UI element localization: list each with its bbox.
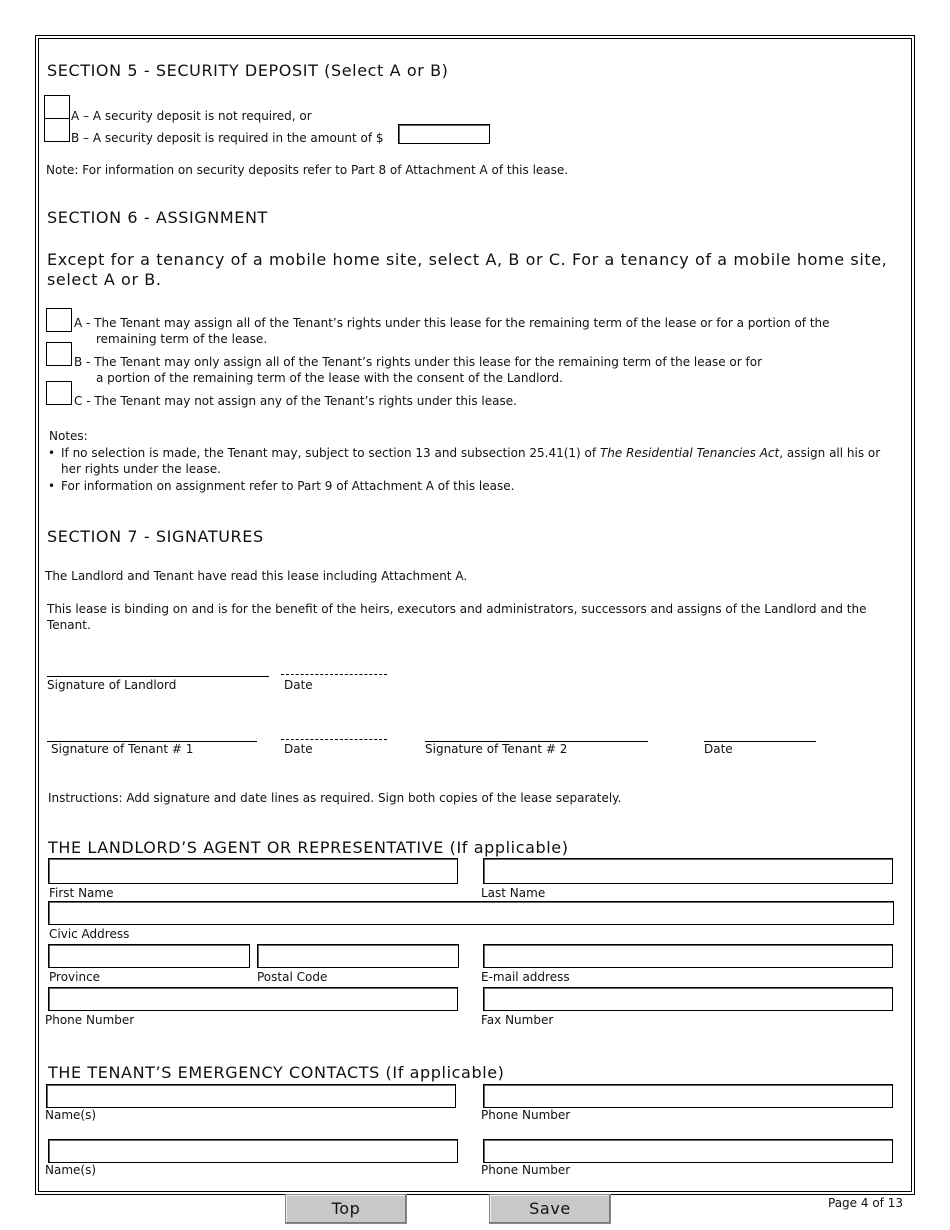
signature-instructions: Instructions: Add signature and date lines as required. Sign both copies of the lease separately.	[48, 791, 622, 805]
agent-province-label: Province	[49, 970, 101, 984]
deposit-option-a-checkbox[interactable]	[44, 95, 70, 119]
deposit-option-a-label: A – A security deposit is not required, or	[71, 109, 312, 123]
agent-first-name-label: First Name	[49, 886, 114, 900]
assign-option-c-label: C - The Tenant may not assign any of the Tenant’s rights under this lease.	[74, 394, 517, 408]
agent-first-name-input[interactable]	[48, 858, 458, 884]
save-button[interactable]: Save	[489, 1194, 611, 1224]
page-number: Page 4 of 13	[828, 1196, 903, 1210]
deposit-option-b-label: B – A security deposit is required in the amount of $	[71, 131, 384, 145]
deposit-amount-input[interactable]	[398, 124, 490, 144]
agent-email-input[interactable]	[483, 944, 893, 968]
tenant1-date-line[interactable]	[281, 739, 387, 740]
section7-para1: The Landlord and Tenant have read this lease including Attachment A.	[45, 569, 468, 583]
agent-civic-address-label: Civic Address	[49, 927, 130, 941]
landlord-date-label: Date	[284, 678, 313, 692]
note-1-line2: her rights under the lease.	[61, 462, 221, 476]
emergency-name-2-input[interactable]	[48, 1139, 458, 1163]
top-button[interactable]: Top	[285, 1194, 407, 1224]
tenant2-date-label: Date	[704, 742, 733, 756]
assign-option-a-line1: A - The Tenant may assign all of the Tenant’s rights under this lease for the remaining term of the lease or for a portion of the	[74, 316, 830, 330]
tenant1-signature-label: Signature of Tenant # 1	[51, 742, 194, 756]
emergency-name-2-label: Name(s)	[45, 1163, 97, 1177]
landlord-signature-label: Signature of Landlord	[47, 678, 177, 692]
landlord-date-line[interactable]	[281, 674, 387, 675]
emergency-title: THE TENANT’S EMERGENCY CONTACTS (If applicable)	[48, 1063, 505, 1082]
agent-fax-input[interactable]	[483, 987, 893, 1011]
assign-option-a-line2: remaining term of the lease.	[96, 332, 268, 346]
agent-last-name-input[interactable]	[483, 858, 893, 884]
note-1-act: The Residential Tenancies Act	[599, 446, 780, 460]
section7-para2: This lease is binding on and is for the benefit of the heirs, executors and administrators, successors and assigns of the Landlord and the Tenant.	[47, 602, 867, 632]
section6-title: SECTION 6 - ASSIGNMENT	[47, 208, 268, 227]
note-1-post: , assign all his or	[779, 446, 881, 460]
note-1-pre: If no selection is made, the Tenant may, subject to section 13 and subsection 25.41(1) of	[61, 446, 600, 460]
emergency-name-1-label: Name(s)	[45, 1108, 97, 1122]
deposit-option-b-checkbox[interactable]	[44, 118, 70, 142]
assign-option-b-checkbox[interactable]	[46, 342, 72, 366]
section5-note: Note: For information on security deposits refer to Part 8 of Attachment A of this lease.	[46, 163, 569, 177]
agent-phone-label: Phone Number	[45, 1013, 135, 1027]
emergency-name-1-input[interactable]	[46, 1084, 456, 1108]
notes-label: Notes:	[49, 429, 88, 443]
landlord-signature-line[interactable]	[47, 676, 269, 677]
agent-postal-code-label: Postal Code	[257, 970, 328, 984]
agent-fax-label: Fax Number	[481, 1013, 554, 1027]
section5-title: SECTION 5 - SECURITY DEPOSIT (Select A or B)	[47, 61, 449, 80]
assign-option-a-checkbox[interactable]	[46, 308, 72, 332]
agent-province-input[interactable]	[48, 944, 250, 968]
agent-postal-code-input[interactable]	[257, 944, 459, 968]
agent-email-label: E-mail address	[481, 970, 570, 984]
assign-option-b-line1: B - The Tenant may only assign all of the Tenant’s rights under this lease for the remaining term of the lease or for	[74, 355, 763, 369]
emergency-phone-2-label: Phone Number	[481, 1163, 571, 1177]
agent-civic-address-input[interactable]	[48, 901, 894, 925]
emergency-phone-1-label: Phone Number	[481, 1108, 571, 1122]
section6-intro: Except for a tenancy of a mobile home site, select A, B or C. For a tenancy of a mobile home site, select A or B.	[47, 250, 888, 289]
emergency-phone-2-input[interactable]	[483, 1139, 893, 1163]
agent-last-name-label: Last Name	[481, 886, 546, 900]
agent-phone-input[interactable]	[48, 987, 458, 1011]
assign-option-b-line2: a portion of the remaining term of the lease with the consent of the Landlord.	[96, 371, 563, 385]
tenant1-date-label: Date	[284, 742, 313, 756]
note-1	[61, 446, 880, 460]
assign-option-c-checkbox[interactable]	[46, 381, 72, 405]
emergency-phone-1-input[interactable]	[483, 1084, 893, 1108]
note-2: • For information on assignment refer to Part 9 of Attachment A of this lease.	[61, 479, 514, 493]
section7-title: SECTION 7 - SIGNATURES	[47, 527, 264, 546]
tenant2-signature-label: Signature of Tenant # 2	[425, 742, 568, 756]
agent-title: THE LANDLORD’S AGENT OR REPRESENTATIVE (If applicable)	[48, 838, 569, 857]
